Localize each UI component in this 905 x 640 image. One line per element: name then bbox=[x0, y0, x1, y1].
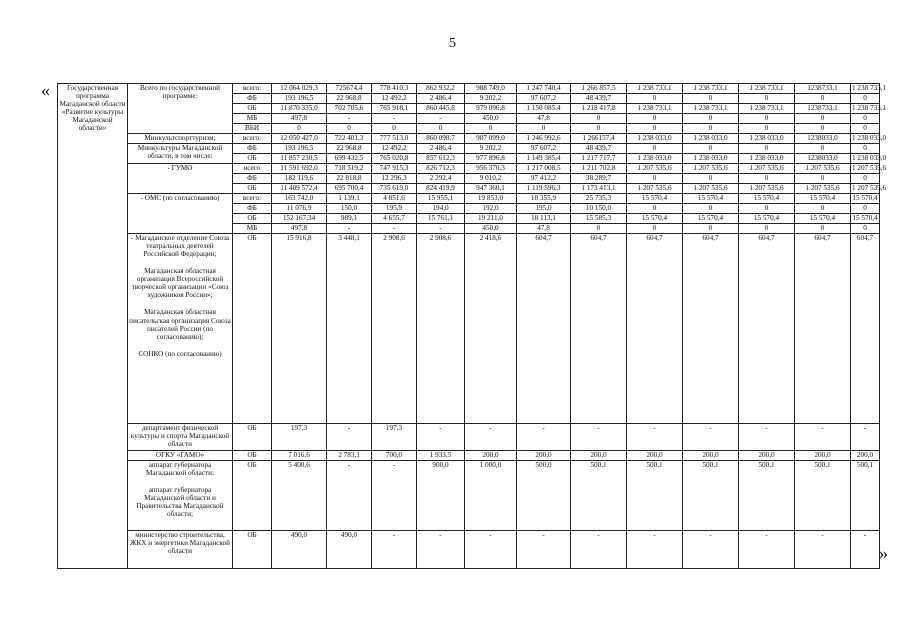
year-value-cell: 725674,4 bbox=[327, 84, 372, 94]
dep-label: департамент физической культуры и спорта Магаданской области bbox=[128, 424, 233, 451]
year-value-cell: 15 570,4 bbox=[739, 194, 795, 204]
year-value-cell: - bbox=[372, 461, 417, 531]
year-value-cell: 1 238 733,1 bbox=[627, 84, 683, 94]
source-cell: всего: bbox=[233, 84, 272, 94]
year-value-cell: 987 099,0 bbox=[465, 134, 517, 144]
gumo-label: - ГУМО bbox=[128, 164, 233, 194]
year-value-cell: 9 010,2 bbox=[465, 174, 517, 184]
year-value-cell: - bbox=[465, 531, 517, 569]
year-value-cell: 0 bbox=[627, 144, 683, 154]
year-value-cell: 826 712,3 bbox=[417, 164, 465, 174]
year-value-cell: 1 238 033,0 bbox=[683, 154, 739, 164]
source-cell: ФБ bbox=[233, 204, 272, 214]
year-value-cell: 1 238 033,0 bbox=[739, 154, 795, 164]
soyuz-row bbox=[58, 234, 880, 424]
year-value-cell: 22 818,8 bbox=[327, 174, 372, 184]
year-value-cell: 1 173 413,1 bbox=[571, 184, 627, 194]
year-value-cell: 1238033,0 bbox=[795, 154, 851, 164]
year-value-cell: 12 296,3 bbox=[372, 174, 417, 184]
total-value-cell: 497,8 bbox=[272, 114, 327, 124]
year-value-cell: 1 238 733,1 bbox=[627, 104, 683, 114]
year-value-cell: 47,8 bbox=[517, 224, 571, 234]
year-value-cell: 604,7 bbox=[571, 234, 627, 424]
year-value-cell: - bbox=[372, 531, 417, 569]
year-value-cell: 0 bbox=[683, 174, 739, 184]
close-quote: » bbox=[879, 543, 888, 563]
total-row-0 bbox=[58, 84, 880, 94]
year-value-cell: 0 bbox=[571, 114, 627, 124]
year-value-cell: - bbox=[327, 224, 372, 234]
year-value-cell: 699 432,5 bbox=[327, 154, 372, 164]
year-value-cell: 450,0 bbox=[465, 224, 517, 234]
total-label: Всего по государственной программе: bbox=[128, 84, 233, 134]
year-value-cell: 200,0 bbox=[465, 451, 517, 461]
year-value-cell: 765 020,8 bbox=[372, 154, 417, 164]
gumo-row-0 bbox=[58, 164, 880, 174]
year-value-cell: 1238033,0 bbox=[795, 134, 851, 144]
year-value-cell: 0 bbox=[795, 94, 851, 104]
year-value-cell: 4 655,7 bbox=[372, 214, 417, 224]
year-value-cell: 900,0 bbox=[417, 461, 465, 531]
year-value-cell: - bbox=[851, 424, 880, 451]
year-value-cell: 9 202,2 bbox=[465, 94, 517, 104]
year-value-cell: 15 570,4 bbox=[852, 214, 878, 222]
year-value-cell: 15 570,4 bbox=[852, 194, 878, 202]
year-value-cell: 722 401,3 bbox=[327, 134, 372, 144]
year-value-cell: 1 207 535,6 bbox=[739, 164, 795, 174]
source-cell: всего: bbox=[233, 134, 272, 144]
soyuz-text-0: - Магаданское отделение Союза театральных деятелей Российской Федерации; bbox=[130, 234, 230, 259]
year-value-cell: 1 139,1 bbox=[327, 194, 372, 204]
year-value-cell: - bbox=[372, 114, 417, 124]
year-value-cell: 0 bbox=[372, 124, 417, 134]
year-value-cell: 1 207 535,6 bbox=[795, 184, 851, 194]
year-value-cell: 0 bbox=[851, 174, 880, 184]
total-value-cell: 163 742,0 bbox=[272, 194, 327, 204]
year-value-cell: 1 207 535,6 bbox=[795, 164, 851, 174]
total-value-cell: 11 857 230,5 bbox=[272, 154, 327, 164]
year-value-cell: 200,0 bbox=[795, 451, 851, 461]
year-value-cell: 150,0 bbox=[327, 204, 372, 214]
year-value-cell: 2 486,4 bbox=[417, 144, 465, 154]
year-value-cell: 1 247 740,4 bbox=[517, 84, 571, 94]
year-value-cell: 0 bbox=[795, 224, 851, 234]
year-value-cell: 18 355,9 bbox=[517, 194, 571, 204]
year-value-cell: 4 851,6 bbox=[372, 194, 417, 204]
year-value-cell: 200,0 bbox=[739, 451, 795, 461]
year-value-cell: 0 bbox=[851, 94, 880, 104]
year-value-cell: 1 238 033,0 bbox=[683, 134, 739, 144]
year-value-cell: 0 bbox=[739, 114, 795, 124]
year-value-cell: 777 513,0 bbox=[372, 134, 417, 144]
year-value-cell: 195,0 bbox=[517, 204, 571, 214]
year-value-cell: 0 bbox=[627, 224, 683, 234]
year-value-cell: 604,7 bbox=[627, 234, 683, 424]
year-value-cell: 700,0 bbox=[372, 451, 417, 461]
year-value-cell: 0 bbox=[571, 124, 627, 134]
oms-row-0 bbox=[58, 194, 880, 204]
year-value-cell: - bbox=[683, 531, 739, 569]
year-value-cell: 1 207 535,6 bbox=[739, 184, 795, 194]
dep-row bbox=[58, 424, 880, 451]
apparat-row bbox=[58, 461, 880, 531]
year-value-cell: 22 968,8 bbox=[327, 144, 372, 154]
year-value-cell: 200,0 bbox=[571, 451, 627, 461]
year-value-cell: - bbox=[683, 424, 739, 451]
year-value-cell: 15 570,4 bbox=[683, 194, 739, 204]
year-value-cell: 0 bbox=[683, 224, 739, 234]
year-value-cell: 0 bbox=[627, 94, 683, 104]
total-value-cell: 15 916,8 bbox=[272, 234, 327, 424]
year-value-cell: 200,0 bbox=[683, 451, 739, 461]
year-value-cell: 0 bbox=[739, 174, 795, 184]
year-value-cell: 604,7 bbox=[517, 234, 571, 424]
year-value-cell: 1 238 733,1 bbox=[739, 104, 795, 114]
year-value-cell: - bbox=[327, 424, 372, 451]
year-value-cell: 15 570,4 bbox=[627, 194, 683, 204]
apparat-text-0: аппарат губернатора Магаданской области; bbox=[146, 461, 214, 478]
soyuz-text-2: Магаданская областная писательская организация Союза писателей России (по согласованию); bbox=[129, 308, 231, 341]
year-value-cell: - bbox=[417, 224, 465, 234]
year-value-cell: 2 292,4 bbox=[417, 174, 465, 184]
year-value-cell: 0 bbox=[739, 94, 795, 104]
year-value-cell: 200,0 bbox=[517, 451, 571, 461]
source-cell: МБ bbox=[233, 114, 272, 124]
year-value-cell: 12 492,2 bbox=[372, 144, 417, 154]
year-value-cell: 604,7 bbox=[739, 234, 795, 424]
source-cell: ОБ bbox=[233, 214, 272, 224]
ministry-label: министерство строительства, ЖКХ и энергетики Магаданской области bbox=[128, 531, 233, 569]
year-value-cell: 25 735,3 bbox=[571, 194, 627, 204]
year-value-cell: 2 783,1 bbox=[327, 451, 372, 461]
year-value-cell: 1 238 733,1 bbox=[683, 104, 739, 114]
year-value-cell: 47,8 bbox=[517, 114, 571, 124]
year-value-cell: 19 211,0 bbox=[465, 214, 517, 224]
year-value-cell: 1 238 033,0 bbox=[739, 134, 795, 144]
total-value-cell: 11 409 572,4 bbox=[272, 184, 327, 194]
year-value-cell: 1 238 033,0 bbox=[627, 134, 683, 144]
year-value-cell: 15 570,4 bbox=[739, 214, 795, 224]
source-cell: ФБ bbox=[233, 174, 272, 184]
total-value-cell: 11 591 692,0 bbox=[272, 164, 327, 174]
year-value-cell: 97 607,2 bbox=[517, 144, 571, 154]
minkult-sub: Минкультуры Магаданской области, в том числе: bbox=[128, 144, 233, 164]
year-value-cell: 15 585,3 bbox=[571, 214, 627, 224]
source-cell: ОБ bbox=[233, 184, 272, 194]
gamo-label: ОГКУ «ГАМО» bbox=[128, 451, 233, 461]
gamo-row bbox=[58, 451, 880, 461]
program-name: Государственная программа Магаданской области «Развитие культуры Магаданской области» bbox=[58, 84, 128, 569]
year-value-cell: 977 896,8 bbox=[465, 154, 517, 164]
year-value-cell: - bbox=[571, 424, 627, 451]
year-value-cell: 988 749,0 bbox=[465, 84, 517, 94]
open-quote: « bbox=[41, 80, 50, 100]
source-cell: МБ bbox=[233, 224, 272, 234]
year-value-cell: 15 570,4 bbox=[627, 214, 683, 224]
year-value-cell: 1238733,1 bbox=[795, 104, 851, 114]
year-value-cell: 1 933,5 bbox=[417, 451, 465, 461]
apparat-cell bbox=[128, 461, 233, 531]
year-value-cell: 500,0 bbox=[517, 461, 571, 531]
year-value-cell: 195,9 bbox=[372, 204, 417, 214]
year-value-cell: 0 bbox=[683, 124, 739, 134]
year-value-cell: 1 217 717,7 bbox=[571, 154, 627, 164]
year-value-cell: 97 607,2 bbox=[517, 94, 571, 104]
year-value-cell: 735 619,0 bbox=[372, 184, 417, 194]
year-value-cell: 0 bbox=[465, 124, 517, 134]
year-value-cell: 2 908,6 bbox=[417, 234, 465, 424]
year-value-cell: 1 217 008,5 bbox=[517, 164, 571, 174]
year-value-cell: 857 612,3 bbox=[417, 154, 465, 164]
year-value-cell: 765 918,1 bbox=[372, 104, 417, 114]
year-value-cell: 0 bbox=[851, 114, 880, 124]
year-value-cell: 197,3 bbox=[372, 424, 417, 451]
year-value-cell: 48 439,7 bbox=[571, 94, 627, 104]
year-value-cell: - bbox=[571, 531, 627, 569]
year-value-cell: 15 761,1 bbox=[417, 214, 465, 224]
year-value-cell: 3 448,1 bbox=[327, 234, 372, 424]
year-value-cell: 2 486,4 bbox=[417, 94, 465, 104]
source-cell: ОБ bbox=[233, 451, 272, 461]
year-value-cell: 200,0 bbox=[851, 451, 880, 461]
year-value-cell: 860 445,8 bbox=[417, 104, 465, 114]
year-value-cell: 1 246 992,6 bbox=[517, 134, 571, 144]
total-value-cell: 152 167,34 bbox=[272, 214, 327, 224]
year-value-cell: 97 412,2 bbox=[517, 174, 571, 184]
year-value-cell: 1 000,0 bbox=[465, 461, 517, 531]
year-value-cell: 0 bbox=[739, 124, 795, 134]
year-value-cell: 500,1 bbox=[851, 461, 880, 531]
year-value-cell: 0 bbox=[683, 114, 739, 124]
year-value-cell: 0 bbox=[627, 204, 683, 214]
year-value-cell: - bbox=[465, 424, 517, 451]
year-value-cell: - bbox=[417, 114, 465, 124]
year-value-cell: 0 bbox=[327, 124, 372, 134]
year-value-cell: 10 150,0 bbox=[571, 204, 627, 214]
source-cell: ОБ bbox=[233, 531, 272, 569]
total-value-cell: 193 196,5 bbox=[272, 144, 327, 154]
year-value-cell: 15 955,1 bbox=[417, 194, 465, 204]
year-value-cell: 1 149 385,4 bbox=[517, 154, 571, 164]
total-value-cell: 182 119,6 bbox=[272, 174, 327, 184]
year-value-cell: 0 bbox=[627, 124, 683, 134]
year-value-cell: 0 bbox=[739, 224, 795, 234]
year-value-cell: 860 098,7 bbox=[417, 134, 465, 144]
year-value-cell: 979 096,8 bbox=[465, 104, 517, 114]
year-value-cell: 1 119 596,3 bbox=[517, 184, 571, 194]
year-value-cell: 500,1 bbox=[627, 461, 683, 531]
year-value-cell: 0 bbox=[851, 204, 880, 214]
year-value-cell: 1 266 857,5 bbox=[571, 84, 627, 94]
year-value-cell: - bbox=[517, 424, 571, 451]
total-value-cell: 0 bbox=[272, 124, 327, 134]
apparat-text-1: аппарат губернатора Магаданской области и Правительства Магаданской области; bbox=[136, 486, 224, 519]
year-value-cell: 2 908,6 bbox=[372, 234, 417, 424]
year-value-cell: - bbox=[795, 531, 851, 569]
source-cell: ОБ bbox=[233, 154, 272, 164]
year-value-cell: 0 bbox=[851, 124, 880, 134]
year-value-cell: 500,1 bbox=[683, 461, 739, 531]
source-cell: ОБ bbox=[233, 461, 272, 531]
year-value-cell: 778 410,3 bbox=[372, 84, 417, 94]
year-value-cell: 1 211 702,8 bbox=[571, 164, 627, 174]
total-value-cell: 5 400,6 bbox=[272, 461, 327, 531]
year-value-cell: 0 bbox=[627, 114, 683, 124]
year-value-cell: 0 bbox=[795, 114, 851, 124]
year-value-cell: - bbox=[851, 531, 880, 569]
year-value-cell: 2 418,6 bbox=[465, 234, 517, 424]
year-value-cell: 862 932,2 bbox=[417, 84, 465, 94]
year-value-cell: 15 570,4 bbox=[795, 194, 851, 204]
source-cell: всего: bbox=[233, 194, 272, 204]
year-value-cell: - bbox=[327, 461, 372, 531]
year-value-cell: 1 238 733,1 bbox=[852, 104, 887, 112]
year-value-cell: - bbox=[795, 424, 851, 451]
source-cell: ОБ bbox=[233, 424, 272, 451]
year-value-cell: 19 853,0 bbox=[465, 194, 517, 204]
soyuz-cell bbox=[128, 234, 233, 424]
year-value-cell: 0 bbox=[683, 94, 739, 104]
year-value-cell: - bbox=[417, 531, 465, 569]
oms-label: - ОМС (по согласованию) bbox=[128, 194, 233, 234]
year-value-cell: 0 bbox=[795, 144, 851, 154]
source-cell: ВБИ bbox=[233, 124, 272, 134]
year-value-cell: - bbox=[627, 424, 683, 451]
minkult-label: Минкультспорттуризм; bbox=[128, 134, 233, 144]
source-cell: всего bbox=[233, 164, 272, 174]
year-value-cell: 1 207 535,6 bbox=[683, 184, 739, 194]
year-value-cell: 0 bbox=[417, 124, 465, 134]
year-value-cell: 490,0 bbox=[327, 531, 372, 569]
year-value-cell: 1 238 033,0 bbox=[852, 134, 887, 142]
year-value-cell: 500,1 bbox=[795, 461, 851, 531]
budget-table bbox=[57, 83, 887, 569]
total-value-cell: 12 050 427,0 bbox=[272, 134, 327, 144]
year-value-cell: 0 bbox=[851, 224, 880, 234]
year-value-cell: 0 bbox=[571, 224, 627, 234]
total-value-cell: 7 016,6 bbox=[272, 451, 327, 461]
year-value-cell: 1 207 535,6 bbox=[852, 184, 887, 192]
year-value-cell: 15 570,4 bbox=[683, 214, 739, 224]
year-value-cell: 1 207 535,6 bbox=[627, 164, 683, 174]
source-cell: ОБ bbox=[233, 234, 272, 424]
page-number: 5 bbox=[449, 36, 456, 51]
year-value-cell: 200,0 bbox=[627, 451, 683, 461]
year-value-cell: 500,1 bbox=[739, 461, 795, 531]
total-value-cell: 490,0 bbox=[272, 531, 327, 569]
year-value-cell: 695 700,4 bbox=[327, 184, 372, 194]
year-value-cell: 1 207 535,6 bbox=[627, 184, 683, 194]
soyuz-text-1: Магаданская областная организация Всероссийской творческой организации «Союз художников России»; bbox=[131, 267, 229, 300]
year-value-cell: 0 bbox=[739, 144, 795, 154]
year-value-cell: 0 bbox=[739, 204, 795, 214]
year-value-cell: 604,7 bbox=[851, 234, 880, 424]
minkult-row-0 bbox=[58, 134, 880, 144]
year-value-cell: - bbox=[417, 424, 465, 451]
year-value-cell: 9 202,2 bbox=[465, 144, 517, 154]
year-value-cell: 1 218 417,8 bbox=[571, 104, 627, 114]
year-value-cell: 1 266157,4 bbox=[571, 134, 627, 144]
total-value-cell: 497,8 bbox=[272, 224, 327, 234]
year-value-cell: 1 150 085,4 bbox=[517, 104, 571, 114]
year-value-cell: 0 bbox=[795, 124, 851, 134]
soyuz-text-3: СОНКО (по согласованию) bbox=[138, 349, 222, 358]
year-value-cell: 1 238 033,0 bbox=[852, 154, 887, 162]
ministry-row bbox=[58, 531, 880, 569]
year-value-cell: 192,0 bbox=[465, 204, 517, 214]
year-value-cell: 0 bbox=[795, 174, 851, 184]
year-value-cell: 1 238 733,1 bbox=[739, 84, 795, 94]
year-value-cell: 989,1 bbox=[327, 214, 372, 224]
source-cell: ФБ bbox=[233, 144, 272, 154]
year-value-cell: 48 439,7 bbox=[571, 144, 627, 154]
year-value-cell: 12 492,2 bbox=[372, 94, 417, 104]
year-value-cell: 604,7 bbox=[683, 234, 739, 424]
year-value-cell: 38 289,7 bbox=[571, 174, 627, 184]
total-value-cell: 193 196,5 bbox=[272, 94, 327, 104]
year-value-cell: 15 570,4 bbox=[795, 214, 851, 224]
total-value-cell: 12 064 029,3 bbox=[272, 84, 327, 94]
year-value-cell: 450,0 bbox=[465, 114, 517, 124]
year-value-cell: 947 360,1 bbox=[465, 184, 517, 194]
year-value-cell: 824 419,9 bbox=[417, 184, 465, 194]
year-value-cell: 0 bbox=[683, 204, 739, 214]
year-value-cell: 22 968,8 bbox=[327, 94, 372, 104]
year-value-cell: 1 238 733,1 bbox=[683, 84, 739, 94]
year-value-cell: 747 915,3 bbox=[372, 164, 417, 174]
total-value-cell: 11 870 335,0 bbox=[272, 104, 327, 114]
year-value-cell: 604,7 bbox=[795, 234, 851, 424]
year-value-cell: - bbox=[739, 424, 795, 451]
year-value-cell: 0 bbox=[627, 174, 683, 184]
source-cell: ОБ bbox=[233, 104, 272, 114]
year-value-cell: 1 207 535,6 bbox=[683, 164, 739, 174]
year-value-cell: - bbox=[739, 531, 795, 569]
year-value-cell: 0 bbox=[517, 124, 571, 134]
year-value-cell: - bbox=[517, 531, 571, 569]
year-value-cell: 0 bbox=[683, 144, 739, 154]
year-value-cell: 702 705,6 bbox=[327, 104, 372, 114]
year-value-cell: 1 238 033,0 bbox=[627, 154, 683, 164]
year-value-cell: 1 207 535,6 bbox=[852, 164, 887, 172]
year-value-cell: 500,1 bbox=[571, 461, 627, 531]
year-value-cell: - bbox=[327, 114, 372, 124]
year-value-cell: 194,0 bbox=[417, 204, 465, 214]
year-value-cell: - bbox=[627, 531, 683, 569]
source-cell: ФБ bbox=[233, 94, 272, 104]
year-value-cell: 1 238 733,1 bbox=[852, 84, 887, 92]
year-value-cell: 18 113,1 bbox=[517, 214, 571, 224]
year-value-cell: 956 370,3 bbox=[465, 164, 517, 174]
year-value-cell: - bbox=[372, 224, 417, 234]
total-value-cell: 197,3 bbox=[272, 424, 327, 451]
year-value-cell: 1238733,1 bbox=[795, 84, 851, 94]
total-value-cell: 11 076,9 bbox=[272, 204, 327, 214]
minkult-row-1 bbox=[58, 144, 880, 154]
year-value-cell: 718 519,2 bbox=[327, 164, 372, 174]
year-value-cell: 0 bbox=[795, 204, 851, 214]
year-value-cell: 0 bbox=[851, 144, 880, 154]
